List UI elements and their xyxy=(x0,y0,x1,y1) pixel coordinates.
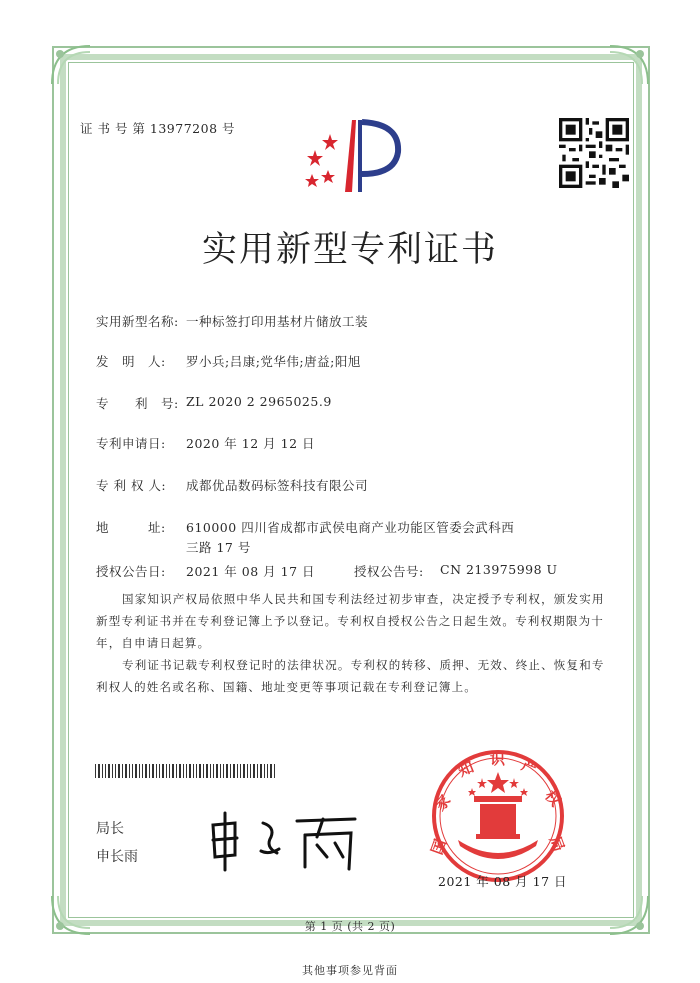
address-value-line2: 三路 17 号 xyxy=(186,540,251,555)
inventor-value: 罗小兵;吕康;党华伟;唐益;阳旭 xyxy=(186,354,361,369)
grant-date-label: 授权公告日: xyxy=(96,564,166,579)
handwritten-signature xyxy=(205,805,365,875)
inventor-label: 发 明 人: xyxy=(96,354,166,369)
utility-model-name-label: 实用新型名称: xyxy=(96,314,179,329)
body-paragraph-2: 专利证书记载专利权登记时的法律状况。专利权的转移、质押、无效、终止、恢复和专利权人的姓名或名称、国籍、地址变更等事项记载在专利登记簿上。 xyxy=(96,658,605,694)
signatory-name: 申长雨 xyxy=(96,849,138,865)
patent-number-label: 专 利 号: xyxy=(96,396,179,411)
corner-ornament-top-right xyxy=(604,40,654,90)
barcode-icon xyxy=(95,764,275,778)
address-label: 地 址: xyxy=(96,520,166,535)
grant-number-label: 授权公告号: xyxy=(354,564,424,579)
svg-text:产: 产 xyxy=(518,755,540,778)
application-date-value: 2020 年 12 月 12 日 xyxy=(186,436,315,451)
svg-text:知: 知 xyxy=(455,757,477,781)
certificate-number: 证 书 号 第 13977208 号 xyxy=(80,121,235,136)
qr-code-icon xyxy=(559,118,629,188)
svg-text:国: 国 xyxy=(427,836,450,857)
svg-text:局: 局 xyxy=(545,833,568,855)
footer-note: 其他事项参见背面 xyxy=(302,964,398,977)
svg-text:家: 家 xyxy=(430,791,455,815)
signatory-title: 局长 xyxy=(96,821,124,837)
patentee-label: 专 利 权 人: xyxy=(96,478,167,493)
body-paragraph-1: 国家知识产权局依照中华人民共和国专利法经过初步审查，决定授予专利权，颁发实用新型专利证书并在专利登记簿上予以登记。专利权自授权公告之日起生效。专利权期限为十年，自申请日起算。 xyxy=(96,592,605,650)
page-indicator: 第 1 页 (共 2 页) xyxy=(304,920,396,933)
seal-date: 2021 年 08 月 17 日 xyxy=(438,874,567,889)
grant-number-value: CN 213975998 U xyxy=(440,562,558,577)
svg-text:识: 识 xyxy=(490,750,506,768)
patent-number-value: ZL 2020 2 2965025.9 xyxy=(186,394,332,409)
corner-ornament-top-left xyxy=(46,40,96,90)
cnipa-logo-icon xyxy=(300,112,410,197)
certificate-title: 实用新型专利证书 xyxy=(201,230,498,270)
patentee-value: 成都优品数码标签科技有限公司 xyxy=(186,478,369,493)
grant-date-value: 2021 年 08 月 17 日 xyxy=(186,564,315,579)
svg-text:权: 权 xyxy=(541,786,565,810)
address-value-line1: 610000 四川省成都市武侯电商产业功能区管委会武科西 xyxy=(186,520,515,535)
utility-model-name-value: 一种标签打印用基材片储放工装 xyxy=(186,314,369,329)
application-date-label: 专利申请日: xyxy=(96,436,166,451)
official-seal xyxy=(418,748,578,883)
